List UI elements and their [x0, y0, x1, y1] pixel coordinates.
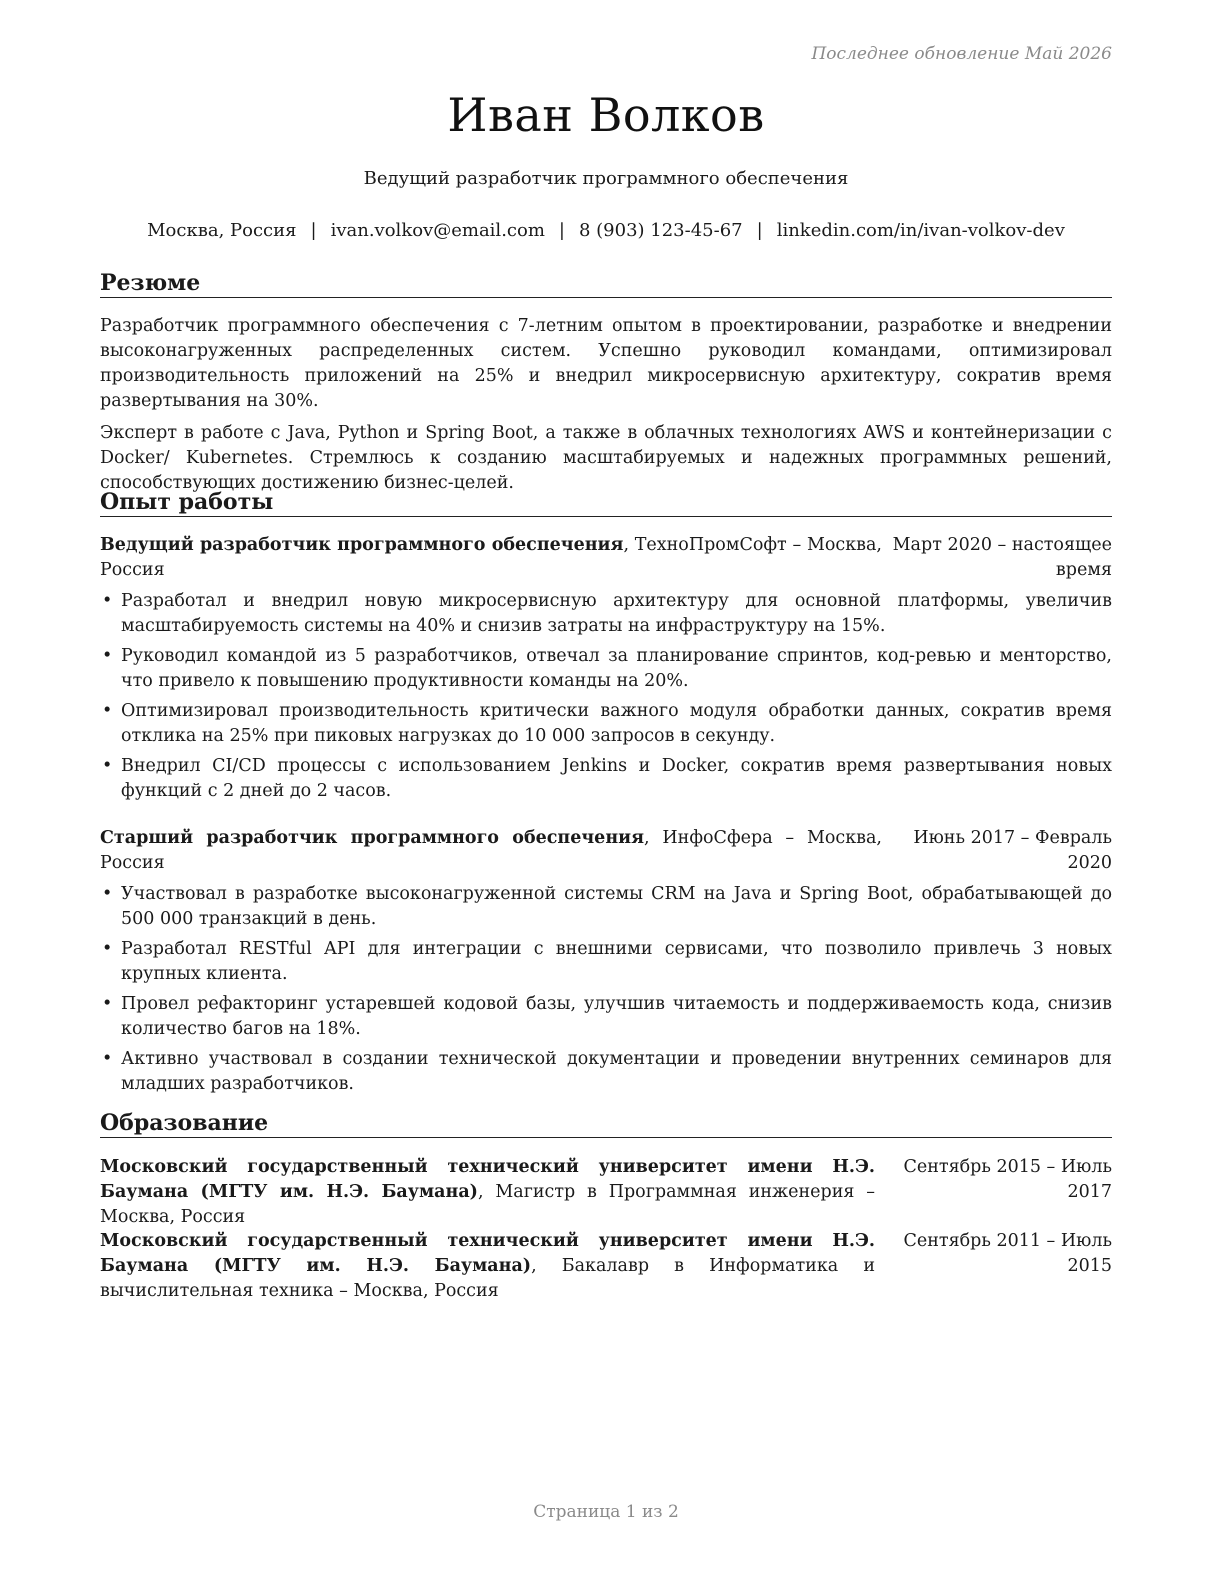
contact-linkedin[interactable]: linkedin.com/in/ivan-volkov-dev: [776, 220, 1065, 241]
education-text: [100, 1229, 875, 1304]
list-item: • Разработал и внедрил новую микросервисную архитектуру для основной платформы, увеличив масштабируемость системы на 40% и снизив затраты на инфраструктуру на 15%.: [100, 589, 1112, 639]
summary-section: [100, 314, 1112, 503]
list-item: • Активно участвовал в создании технической документации и проведении внутренних семинаров для младших разработчиков.: [100, 1047, 1112, 1097]
job-title-line: [100, 826, 882, 876]
list-item: • Провел рефакторинг устаревшей кодовой базы, улучшив читаемость и поддерживаемость кода, снизив количество багов на 18%.: [100, 992, 1112, 1042]
resume-page: [100, 0, 1112, 1584]
contact-email[interactable]: ivan.volkov@email.com: [330, 220, 545, 241]
section-heading-education: Образование: [100, 1110, 1112, 1138]
contact-line: [100, 220, 1112, 241]
degree-details: , Магистр в Программная инженерия – Москва, Россия: [100, 1182, 875, 1227]
list-item: • Разработал RESTful API для интеграции с внешними сервисами, что позволило привлечь 3 новых крупных клиента.: [100, 937, 1112, 987]
job-dates: Март 2020 – настоящее время: [892, 535, 1112, 580]
job-title-line: [100, 533, 882, 583]
list-item: • Руководил командой из 5 разработчиков, отвечал за планирование спринтов, код-ревью и менторство, что привело к повышению продуктивности команды на 20%.: [100, 644, 1112, 694]
job-header: [100, 533, 1112, 583]
contact-separator: |: [310, 220, 317, 241]
education-text: [100, 1155, 875, 1230]
education-dates: Сентябрь 2015 – Июль 2017: [903, 1157, 1112, 1202]
job-bullets: [100, 589, 1112, 804]
institution-name: Московский государственный технический университет имени Н.Э. Баумана (МГТУ им. Н.Э. Баумана): [100, 1231, 875, 1276]
list-item: • Оптимизировал производительность критически важного модуля обработки данных, сократив время отклика на 25% при пиковых нагрузках до 10 000 запросов в секунду.: [100, 699, 1112, 749]
page-number: Страница 1 из 2: [533, 1502, 679, 1522]
job-bullets: [100, 882, 1112, 1097]
contact-separator: |: [756, 220, 763, 241]
section-heading-experience: Опыт работы: [100, 489, 1112, 517]
job-entry: [100, 826, 1112, 1102]
section-heading-summary: Резюме: [100, 270, 1112, 298]
education-entry: [100, 1229, 1112, 1304]
job-company: , ИнфоСфера – Москва, Россия: [100, 828, 882, 873]
job-header: [100, 826, 1112, 876]
job-role: Старший разработчик программного обеспечения: [100, 828, 645, 848]
last-updated: Последнее обновление Май 2026: [811, 44, 1112, 64]
list-item: • Участвовал в разработке высоконагруженной системы CRM на Java и Spring Boot, обрабатывающей до 500 000 транзакций в день.: [100, 882, 1112, 932]
education-row: [100, 1155, 1112, 1230]
job-role: Ведущий разработчик программного обеспечения: [100, 535, 624, 555]
contact-separator: |: [558, 220, 565, 241]
candidate-title: Ведущий разработчик программного обеспечения: [363, 168, 849, 189]
list-item: • Внедрил CI/CD процессы с использованием Jenkins и Docker, сократив время развертывания новых функций с 2 дней до 2 часов.: [100, 754, 1112, 804]
contact-location: Москва, Россия: [147, 220, 297, 241]
institution-name: Московский государственный технический университет имени Н.Э. Баумана (МГТУ им. Н.Э. Баумана): [100, 1157, 875, 1202]
summary-paragraph: Эксперт в работе с Java, Python и Spring Boot, а также в облачных технологиях AWS и контейнеризации с Docker/ Kubernetes. Стремлюсь к созданию масштабируемых и надежных программных решений, способствующих достижению бизнес-целей.: [100, 423, 1112, 493]
degree-details: , Бакалавр в Информатика и вычислительная техника – Москва, Россия: [100, 1256, 875, 1301]
candidate-name: Иван Волков: [447, 88, 765, 142]
summary-paragraph: Разработчик программного обеспечения с 7-летним опытом в проектировании, разработке и внедрении высоконагруженных распределенных систем. Успешно руководил командами, оптимизировал производительность приложений на 25% и внедрил микросервисную архитектуру, сократив время развертывания на 30%.: [100, 316, 1112, 411]
education-row: [100, 1229, 1112, 1304]
job-entry: [100, 533, 1112, 809]
job-dates: Июнь 2017 – Февраль 2020: [913, 828, 1112, 873]
job-company: , ТехноПромСофт – Москва, Россия: [100, 535, 882, 580]
education-dates: Сентябрь 2011 – Июль 2015: [903, 1231, 1112, 1276]
contact-phone[interactable]: 8 (903) 123-45-67: [578, 220, 743, 241]
education-entry: [100, 1155, 1112, 1230]
